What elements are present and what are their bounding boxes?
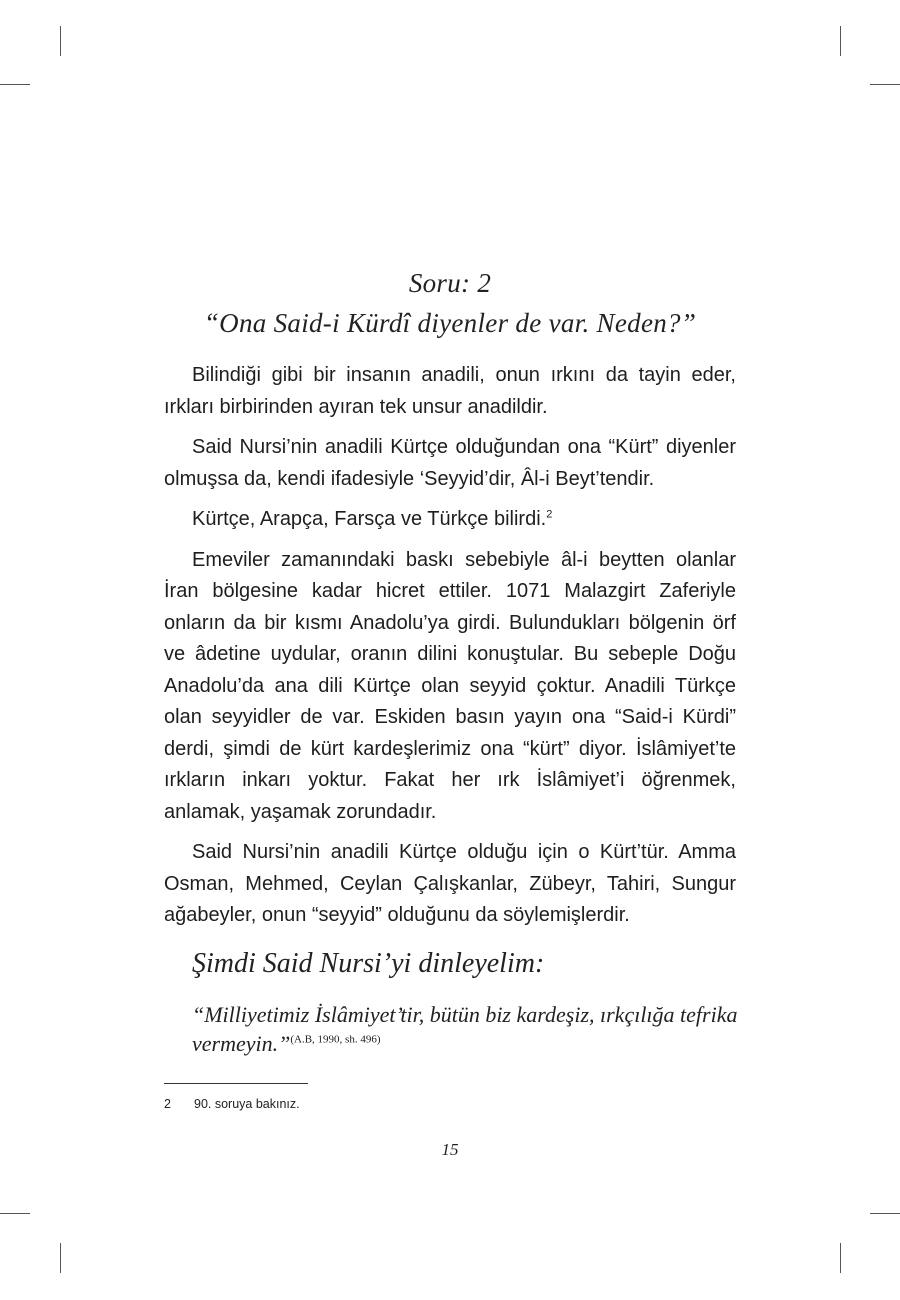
footnote-text: 90. soruya bakınız. — [194, 1097, 300, 1111]
footnote-reference: 2 — [546, 508, 553, 521]
crop-mark — [870, 1213, 900, 1214]
paragraph: Kürtçe, Arapça, Farsça ve Türkçe bilirdi.$^2$ — [192, 508, 553, 530]
crop-mark — [60, 26, 61, 56]
footnote-number: 2 — [164, 1097, 171, 1111]
paragraph: Said Nursi’nin anadili Kürtçe olduğundan ona “Kürt” diyenler olmuşsa da, kendi ifadesiyle ‘Seyyid’dir, Âl-i Beyt’tendir. — [164, 436, 736, 490]
crop-mark — [60, 1243, 61, 1273]
crop-mark — [840, 26, 841, 56]
footnote — [164, 1097, 300, 1111]
crop-mark — [840, 1243, 841, 1273]
sub-heading: Şimdi Said Nursi’yi dinleyelim: — [192, 948, 545, 979]
body-text — [164, 360, 736, 941]
crop-mark — [0, 1213, 30, 1214]
paragraph: Bilindiği gibi bir insanın anadili, onun ırkını da tayin eder, ırkları birbirinden ayıran tek unsur anadildir. — [164, 364, 736, 418]
chapter-question: “Ona Said-i Kürdî diyenler de var. Neden?” — [203, 308, 697, 338]
quote-citation: (A.B, 1990, sh. 496) — [290, 1033, 381, 1046]
block-quote — [192, 1000, 740, 1058]
crop-mark — [870, 84, 900, 85]
page-number: 15 — [441, 1140, 459, 1159]
paragraph: Said Nursi’nin anadili Kürtçe olduğu için o Kürt’tür. Amma Osman, Mehmed, Ceylan Çalışkanlar, Zübeyr, Tahiri, Sungur ağabeyler, onun “seyyid” olduğunu da söylemişlerdir. — [164, 841, 736, 926]
chapter-label: Soru: 2 — [408, 268, 492, 298]
quote-text: “Milliyetimiz İslâmiyet’tir, bütün biz kardeşiz, ırkçılığa tefrika vermeyin.” — [192, 1002, 738, 1056]
footnote-divider — [164, 1083, 308, 1084]
paragraph: Emeviler zamanındaki baskı sebebiyle âl-i beytten olanlar İran bölgesine kadar hicret ettiler. 1071 Malazgirt Zaferiyle onların da bir kısmı Anadolu’ya girdi. Bulundukları bölgenin örf ve âdetine uydular, oranın dilini konuştular. Bu sebeple Doğu Anadolu’da ana dili Kürtçe olan seyyid çoktur. Anadili Türkçe olan seyyidler de var. Eskiden basın yayın ona “Said-i Kürdi” derdi, şimdi de kürt kardeşlerimiz ona “kürt” diyor. İslâmiyet’te ırkların inkarı yoktur. Fakat her ırk İslâmiyet’i öğrenmek, anlamak, yaşamak zorundadır. — [164, 548, 736, 823]
crop-mark — [0, 84, 30, 85]
